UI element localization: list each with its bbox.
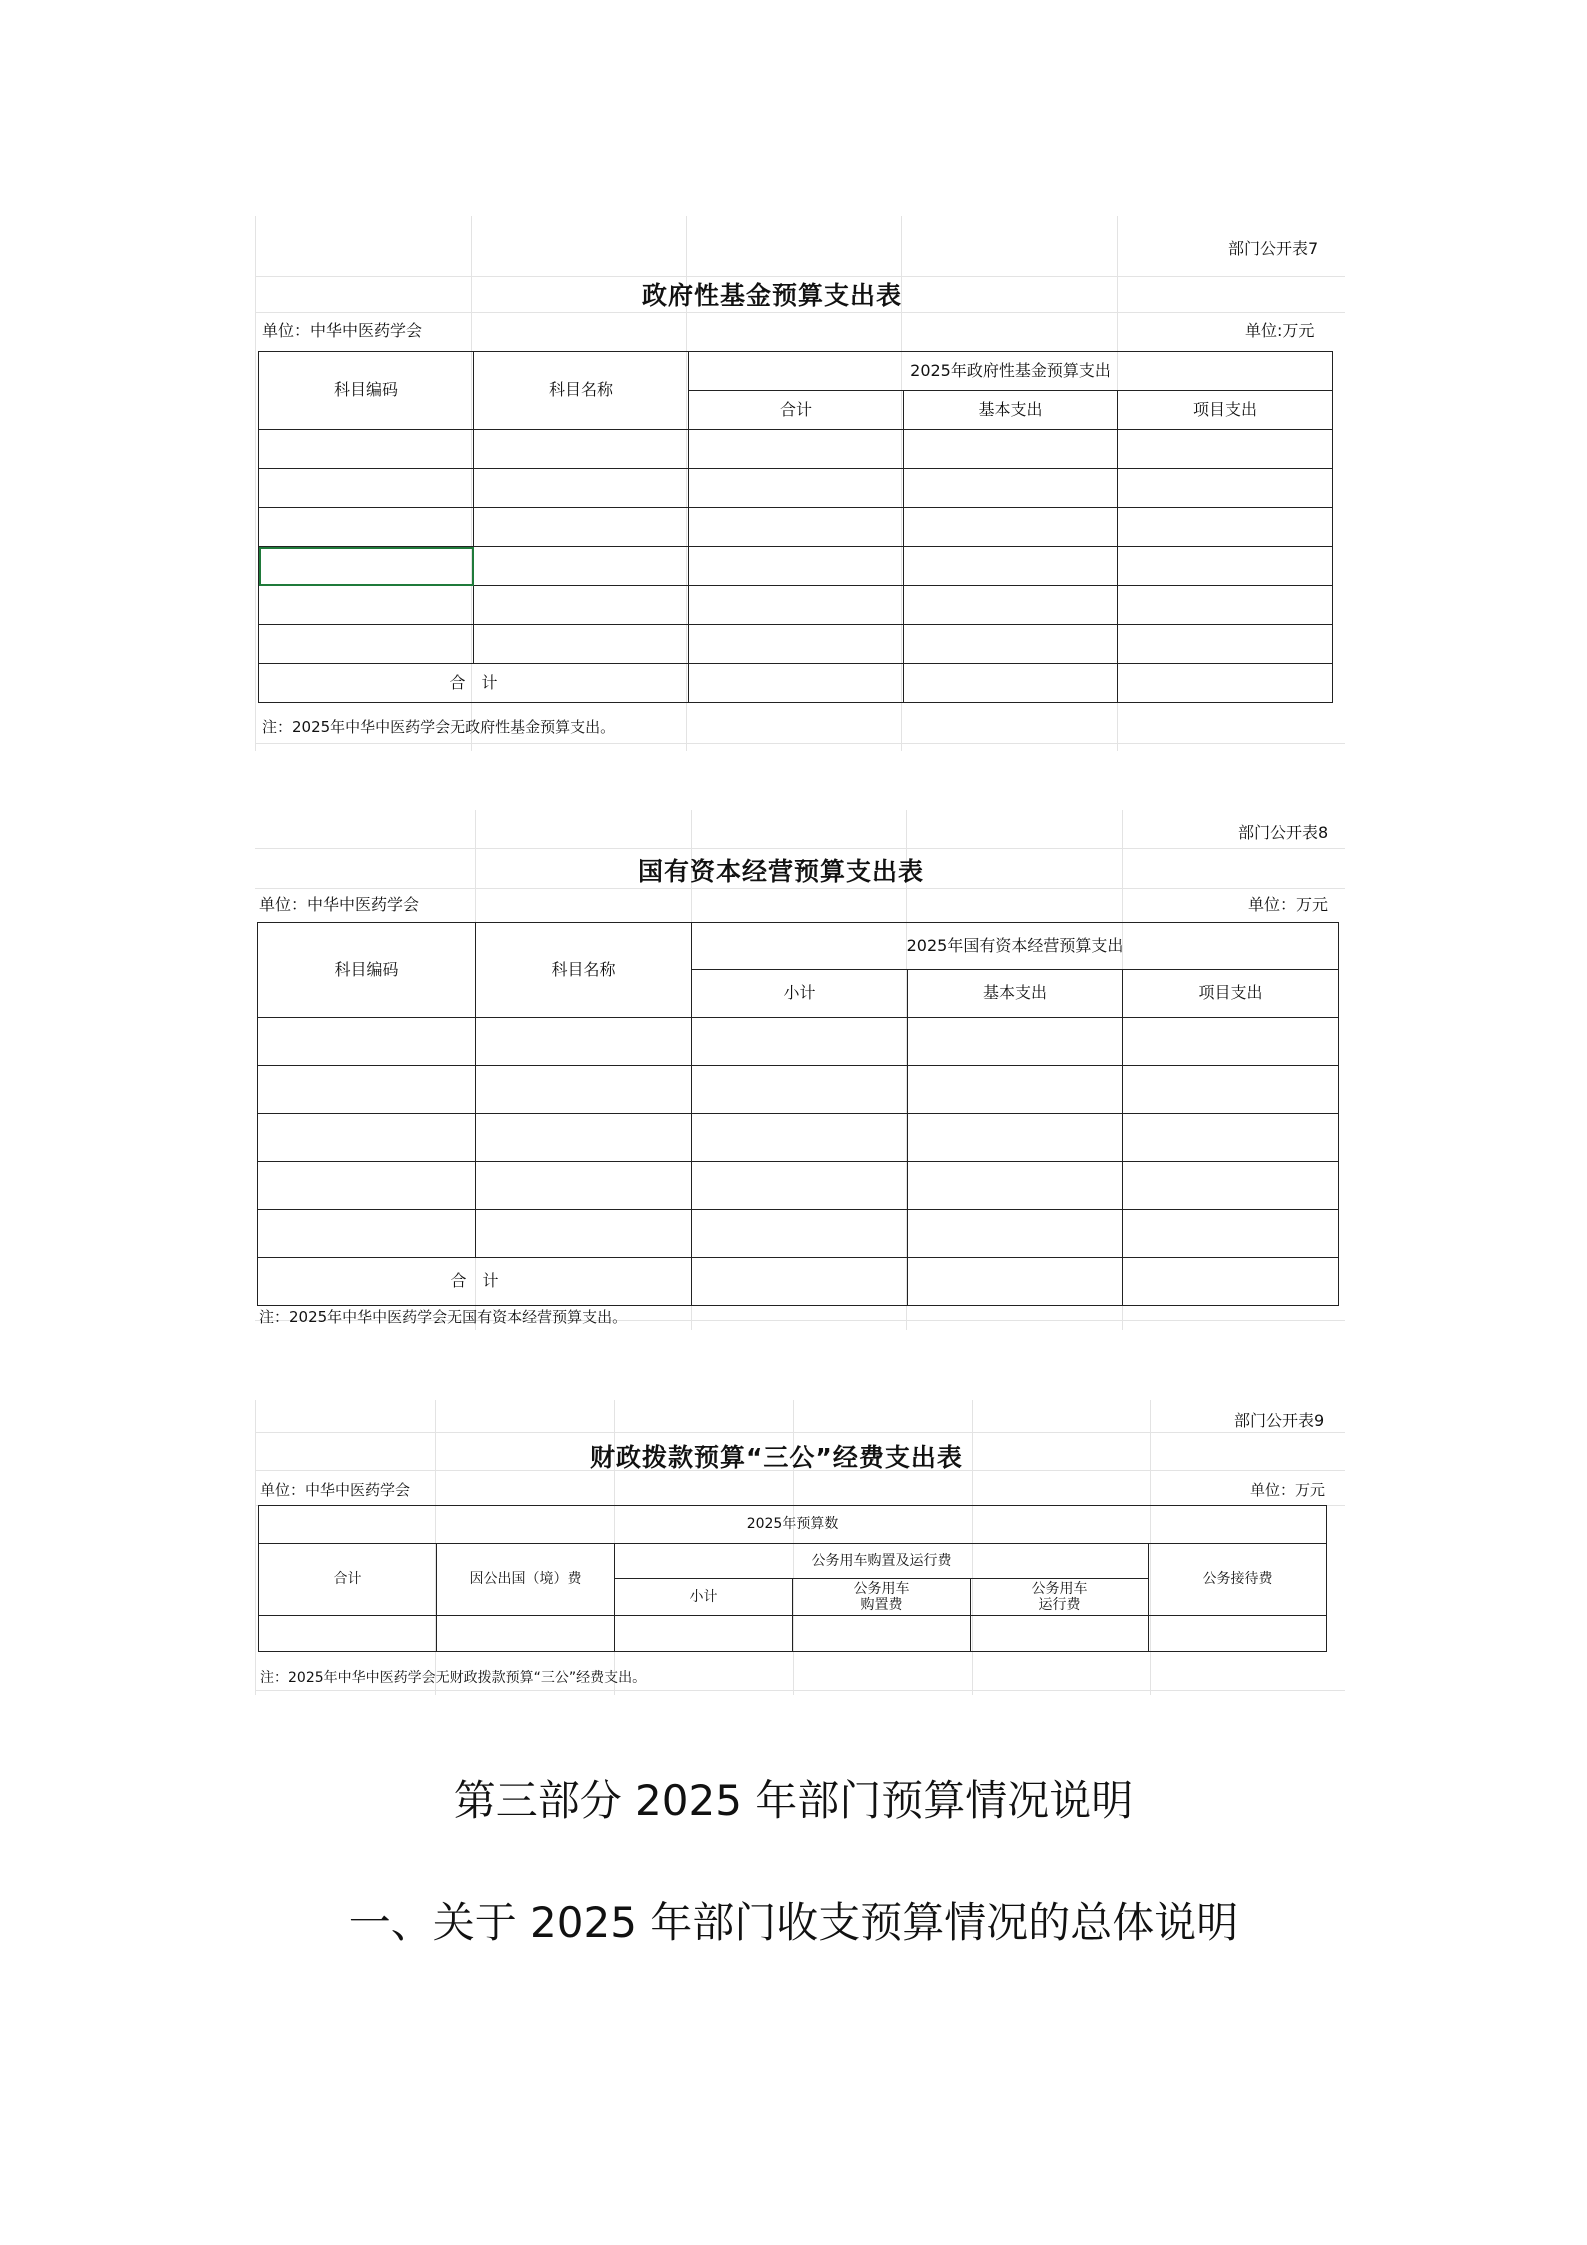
table7-grid [258,351,1333,703]
sheet-gridline [255,888,1345,889]
table9-unit-currency: 单位：万元 [1250,1481,1326,1499]
table-row [258,1114,1339,1162]
table-row [259,469,1333,508]
table9-note: 注：2025年中华中医药学会无财政拨款预算“三公”经费支出。 [260,1670,647,1686]
sheet-gridline [255,848,1345,849]
table7-title: 政府性基金预算支出表 [642,281,903,310]
sheet-gridline [255,1432,1345,1433]
table-row [258,1018,1339,1066]
table-row [259,430,1333,469]
table8-unit-currency: 单位：万元 [1248,895,1329,914]
header-subtotal: 小计 [692,970,908,1018]
table-row [258,1162,1339,1210]
table8-title: 国有资本经营预算支出表 [638,857,925,886]
table9-form-number: 部门公开表9 [1234,1411,1325,1430]
header-basic-expense: 基本支出 [908,970,1123,1018]
table9-title: 财政拨款预算“三公”经费支出表 [590,1443,963,1472]
header-reception-expense: 公务接待费 [1149,1544,1327,1616]
header-abroad-expense: 因公出国（境）费 [437,1544,615,1616]
table7-unit-org: 单位：中华中医药学会 [262,321,423,340]
table-row [259,625,1333,664]
table-row [258,1066,1339,1114]
table8-unit-org: 单位：中华中医药学会 [259,895,420,914]
selected-cell[interactable] [259,547,474,586]
header-subject-name: 科目名称 [474,352,689,430]
header-budget-group: 2025年政府性基金预算支出 [689,352,1333,391]
table7-note: 注：2025年中华中医药学会无政府性基金预算支出。 [262,718,616,736]
part-title: 第三部分 2025 年部门预算情况说明 [453,1776,1134,1825]
header-vehicle-purchase: 公务用车 购置费 [793,1579,971,1616]
section-heading: 一、关于 2025 年部门收支预算情况的总体说明 [348,1898,1239,1947]
header-vehicle-operation: 公务用车 运行费 [971,1579,1149,1616]
sheet-gridline [255,1400,256,1695]
table8-form-number: 部门公开表8 [1238,823,1329,842]
sheet-gridline [255,1690,1345,1691]
table-row [259,586,1333,625]
total-row-label: 合 计 [259,664,689,703]
table7-form-number: 部门公开表7 [1228,239,1319,258]
total-row-label: 合 计 [258,1258,692,1306]
table7-unit-currency: 单位:万元 [1245,321,1315,340]
table-row [259,508,1333,547]
sheet-gridline [255,312,1345,313]
header-project-expense: 项目支出 [1123,970,1339,1018]
table9-unit-org: 单位：中华中医药学会 [260,1481,411,1499]
total-row [259,664,1333,703]
header-subject-name: 科目名称 [476,923,692,1018]
table-row [259,547,1333,586]
header-subject-code: 科目编码 [259,352,474,430]
header-project-expense: 项目支出 [1118,391,1333,430]
header-subtotal: 小计 [615,1579,793,1616]
table8-grid [257,922,1339,1306]
header-basic-expense: 基本支出 [904,391,1118,430]
header-total: 合计 [259,1544,437,1616]
sheet-gridline [255,743,1345,744]
header-vehicle-group: 公务用车购置及运行费 [615,1544,1149,1579]
total-row [258,1258,1339,1306]
table8-note: 注：2025年中华中医药学会无国有资本经营预算支出。 [259,1308,628,1326]
table9-grid [258,1505,1327,1652]
sheet-gridline [255,216,256,751]
table-row [259,1616,1327,1652]
table-row [258,1210,1339,1258]
header-budget-group: 2025年国有资本经营预算支出 [692,923,1339,970]
header-budget-group: 2025年预算数 [259,1506,1327,1544]
header-total: 合计 [689,391,904,430]
header-subject-code: 科目编码 [258,923,476,1018]
